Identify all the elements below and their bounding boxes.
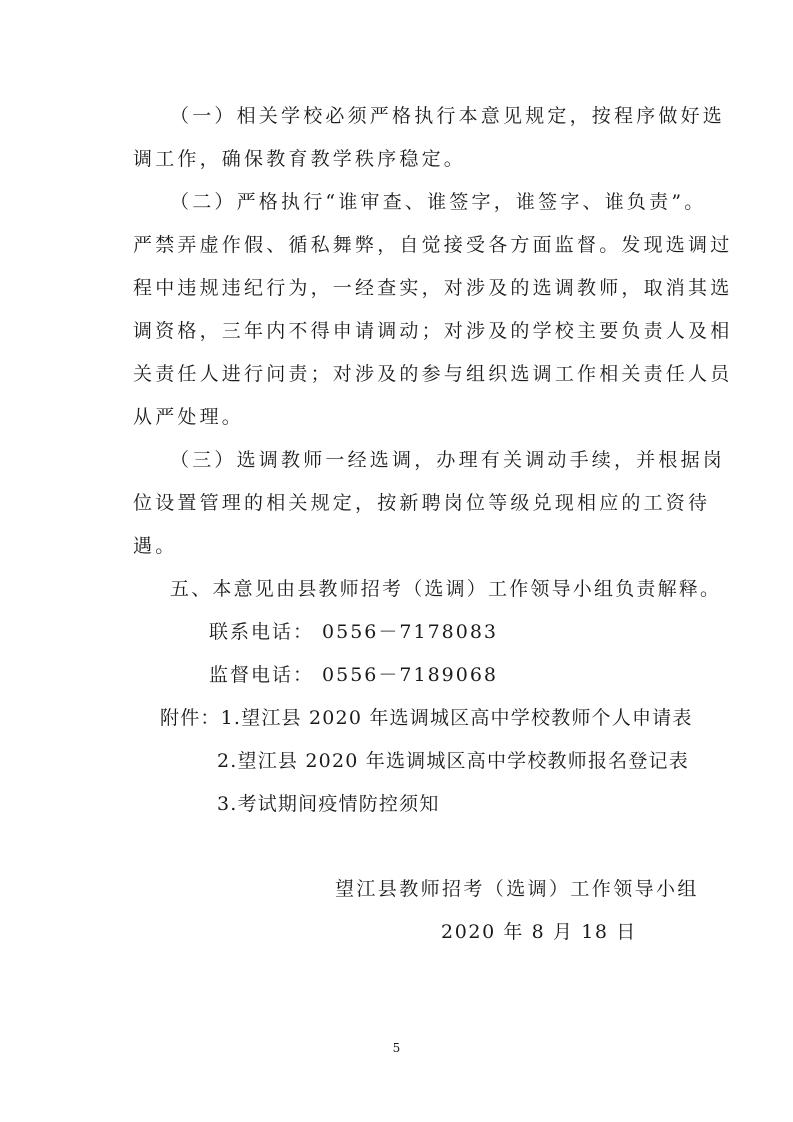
item-2-line-3: 程中违规违纪行为，一经查实，对涉及的选调教师，取消其选 [133,277,733,299]
item-3-line-1: （三）选调教师一经选调，办理有关调动手续，并根据岗 [170,449,726,471]
item-2-line-5: 关责任人进行问责；对涉及的参与组织选调工作相关责任人员 [133,363,733,385]
signature-organization: 望江县教师招考（选调）工作领导小组 [335,878,699,900]
item-2-line-1: （二）严格执行“谁审查、谁签字，谁签字、谁负责”。 [170,191,707,213]
attachment-item-2: 2.望江县 2020 年选调城区高中学校教师报名登记表 [217,750,689,772]
supervision-phone: 监督电话： 0556－7189068 [209,664,499,686]
item-2-line-2: 严禁弄虚作假、循私舞弊，自觉接受各方面监督。发现选调过 [133,234,733,256]
item-3-line-2: 位设置管理的相关规定，按新聘岗位等级兑现相应的工资待 [133,492,711,514]
signature-date: 2020 年 8 月 18 日 [441,921,637,943]
attachment-item-1: 附件：1.望江县 2020 年选调城区高中学校教师个人申请表 [160,707,693,729]
item-2-line-4: 调资格，三年内不得申请调动；对涉及的学校主要负责人及相 [133,320,733,342]
contact-phone: 联系电话： 0556－7178083 [209,621,499,643]
item-3-line-3: 遇。 [133,535,178,557]
attachment-item-3: 3.考试期间疫情防控须知 [217,793,440,815]
section-5-text: 五、本意见由县教师招考（选调）工作领导小组负责解释。 [170,578,722,600]
item-1-line-1: （一）相关学校必须严格执行本意见规定，按程序做好选 [170,105,726,127]
item-1-line-2: 调工作，确保教育教学秩序稳定。 [133,148,467,170]
page-number: 5 [392,1041,401,1055]
item-2-line-6: 从严处理。 [133,406,245,428]
